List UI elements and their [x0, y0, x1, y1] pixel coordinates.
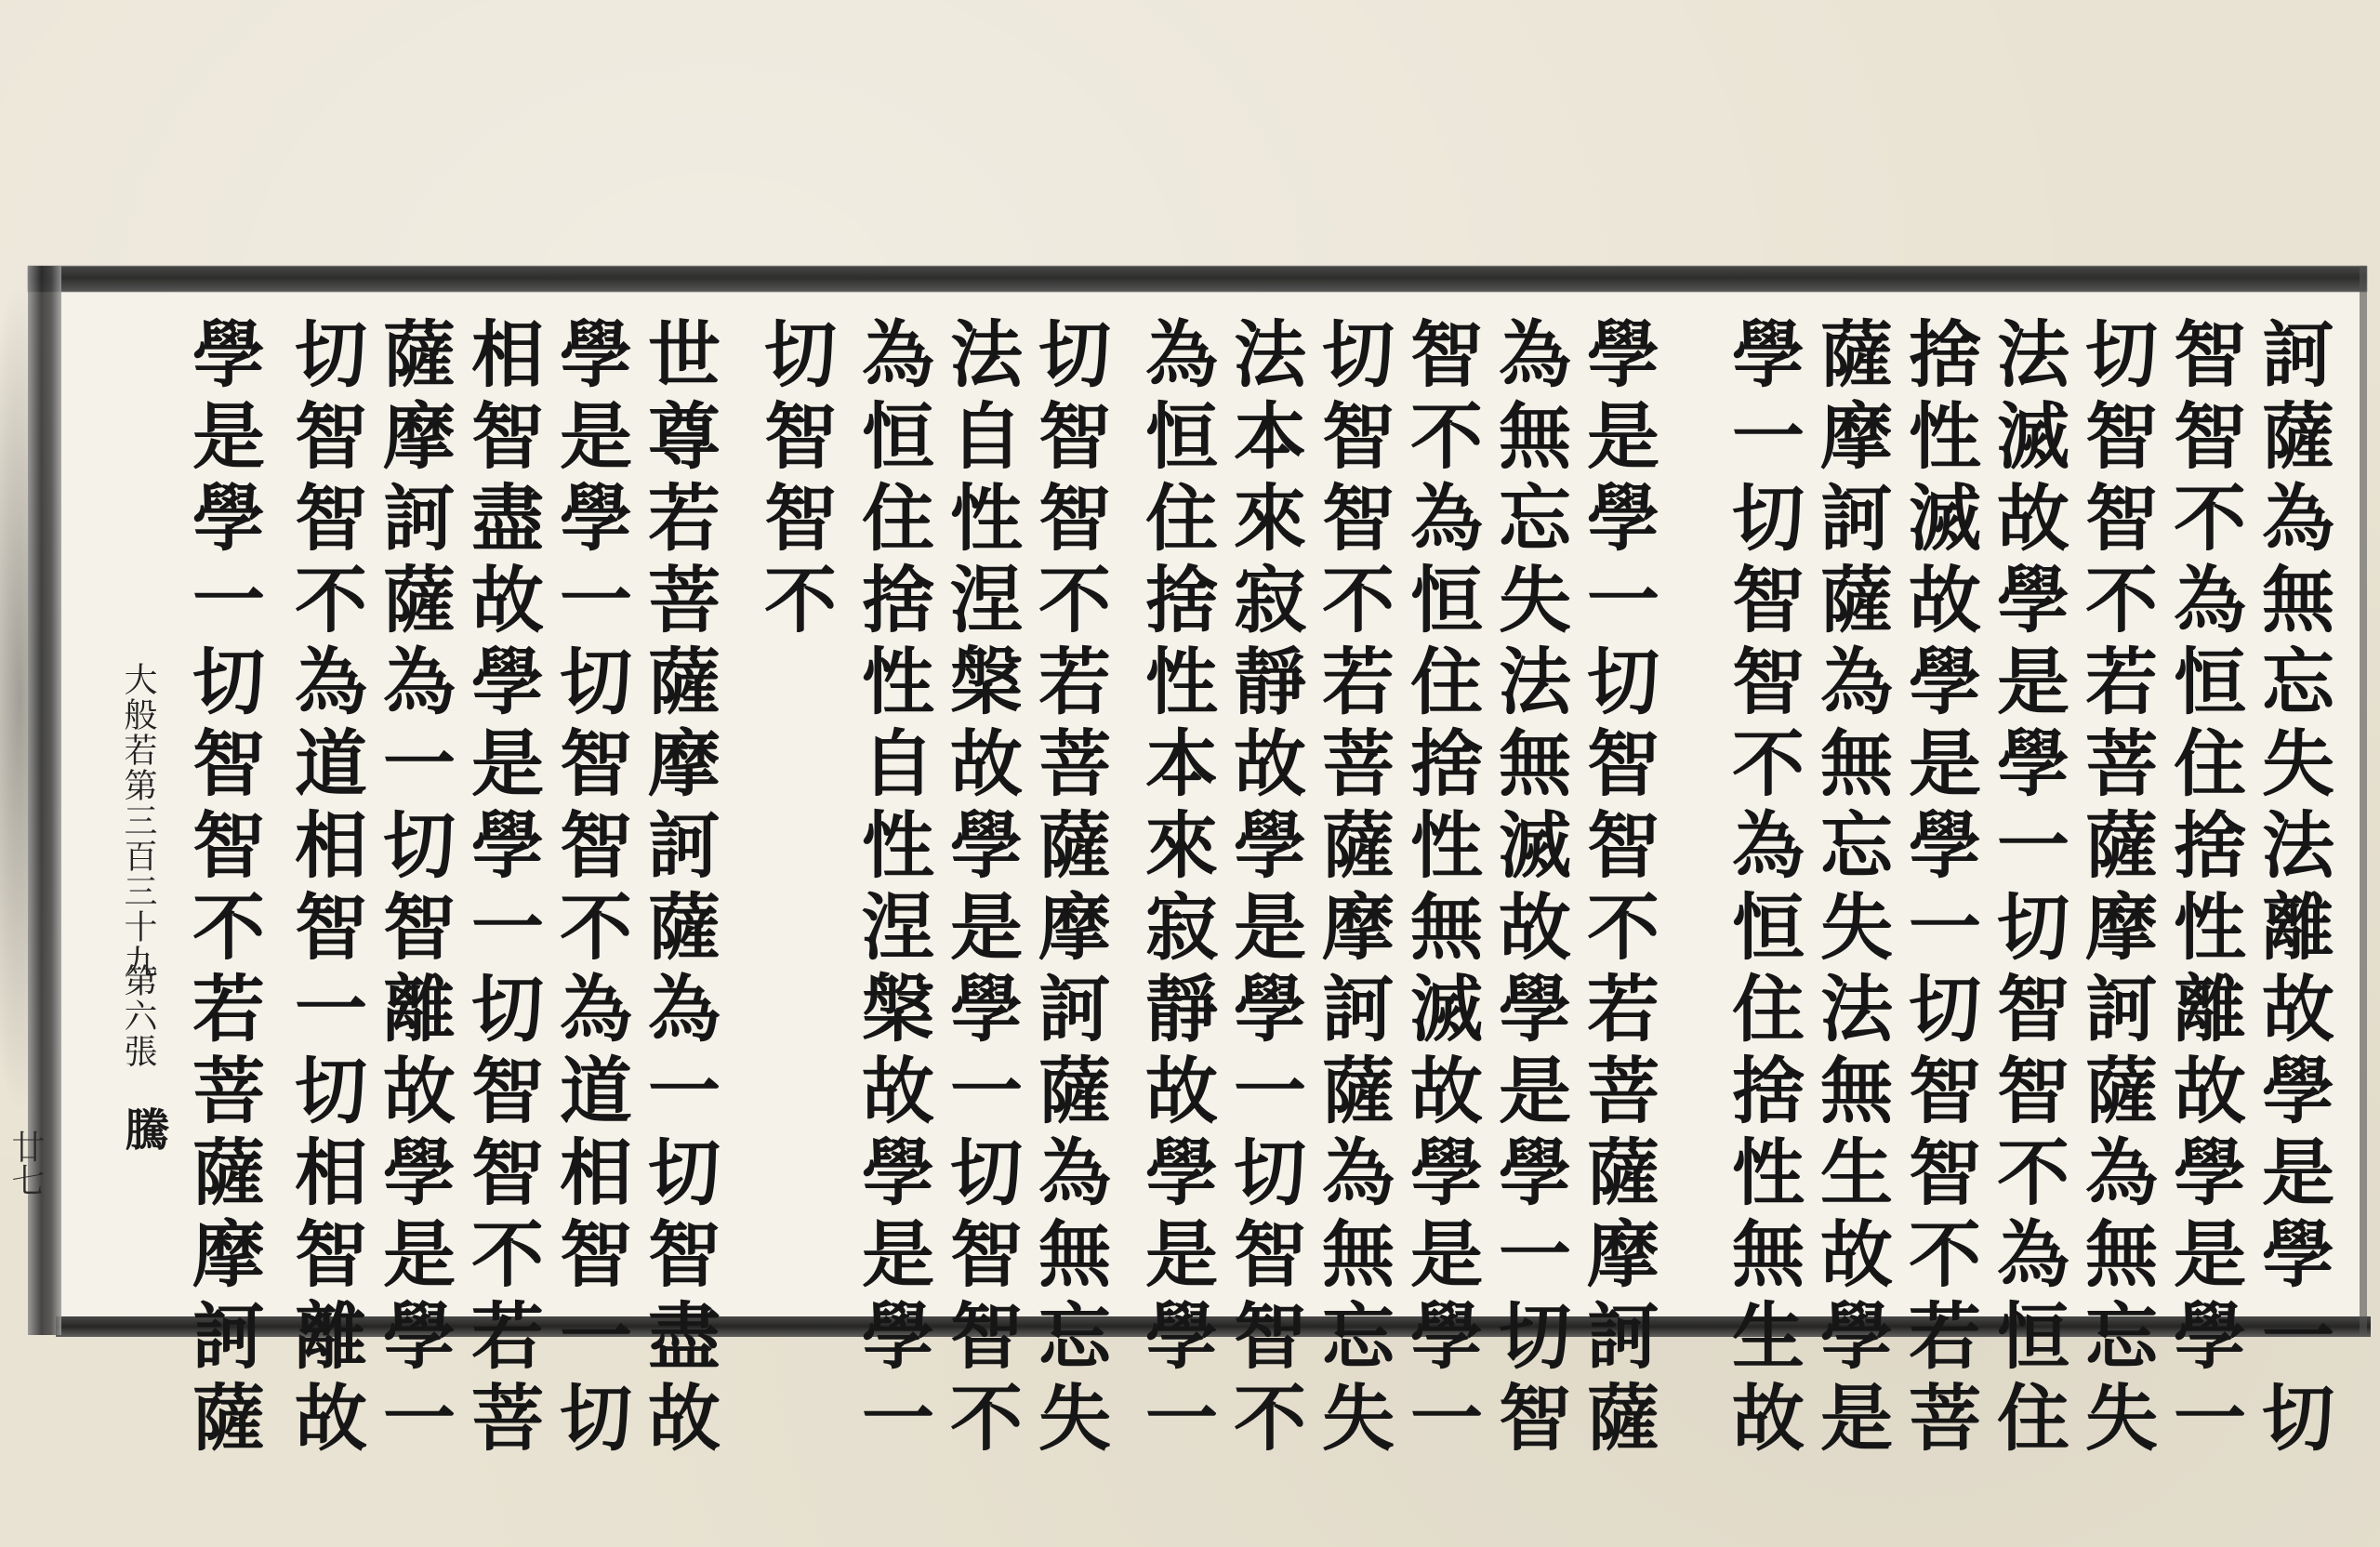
text-column: 切智智不	[752, 316, 837, 643]
text-column: 切智智不若菩薩摩訶薩為無忘失	[2073, 316, 2158, 1461]
text-column: 訶薩為無忘失法離故學是學一切	[2250, 316, 2334, 1461]
collation-mark: 騰	[117, 1106, 169, 1151]
text-column: 切智智不若菩薩摩訶薩為無忘失	[1026, 316, 1111, 1461]
sheet-number: 第六張	[119, 963, 157, 1069]
text-column: 法自性涅槃故學是學一切智智不	[938, 316, 1023, 1461]
text-column: 學是學一切智智不若菩薩摩訶薩	[1575, 316, 1659, 1461]
volume-title: 大般若第三百三十九	[119, 662, 157, 980]
text-column: 薩摩訶薩為無忘失法無生故學是	[1808, 316, 1893, 1461]
text-column: 學是學一切智智不若菩薩摩訶薩	[180, 316, 265, 1461]
text-column: 法本來寂靜故學是學一切智智不	[1222, 316, 1306, 1461]
text-column: 捨性滅故學是學一切智智不若菩	[1897, 316, 1981, 1461]
text-column: 為無忘失法無滅故學是學一切智	[1487, 316, 1571, 1461]
text-column: 薩摩訶薩為一切智離故學是學一	[371, 316, 456, 1461]
text-column: 智不為恒住捨性無滅故學是學一	[1398, 316, 1483, 1461]
text-column: 切智智不為道相智一切相智離故	[283, 316, 367, 1461]
text-column: 學是學一切智智不為道相智一切	[548, 316, 632, 1461]
text-column: 切智智不若菩薩摩訶薩為無忘失	[1310, 316, 1395, 1461]
text-column: 為恒住捨性自性涅槃故學是學一	[850, 316, 934, 1461]
text-column: 世尊若菩薩摩訶薩為一切智盡故	[636, 316, 721, 1461]
text-column: 智智不為恒住捨性離故學是學一	[2162, 316, 2246, 1461]
text-column: 學一切智智不為恒住捨性無生故	[1720, 316, 1805, 1461]
text-column: 法滅故學是學一切智智不為恒住	[1985, 316, 2069, 1461]
text-column: 為恒住捨性本來寂靜故學是學一	[1133, 316, 1218, 1461]
text-column: 相智盡故學是學一切智智不若菩	[459, 316, 544, 1461]
margin-page-mark: 廿七	[7, 1130, 45, 1197]
